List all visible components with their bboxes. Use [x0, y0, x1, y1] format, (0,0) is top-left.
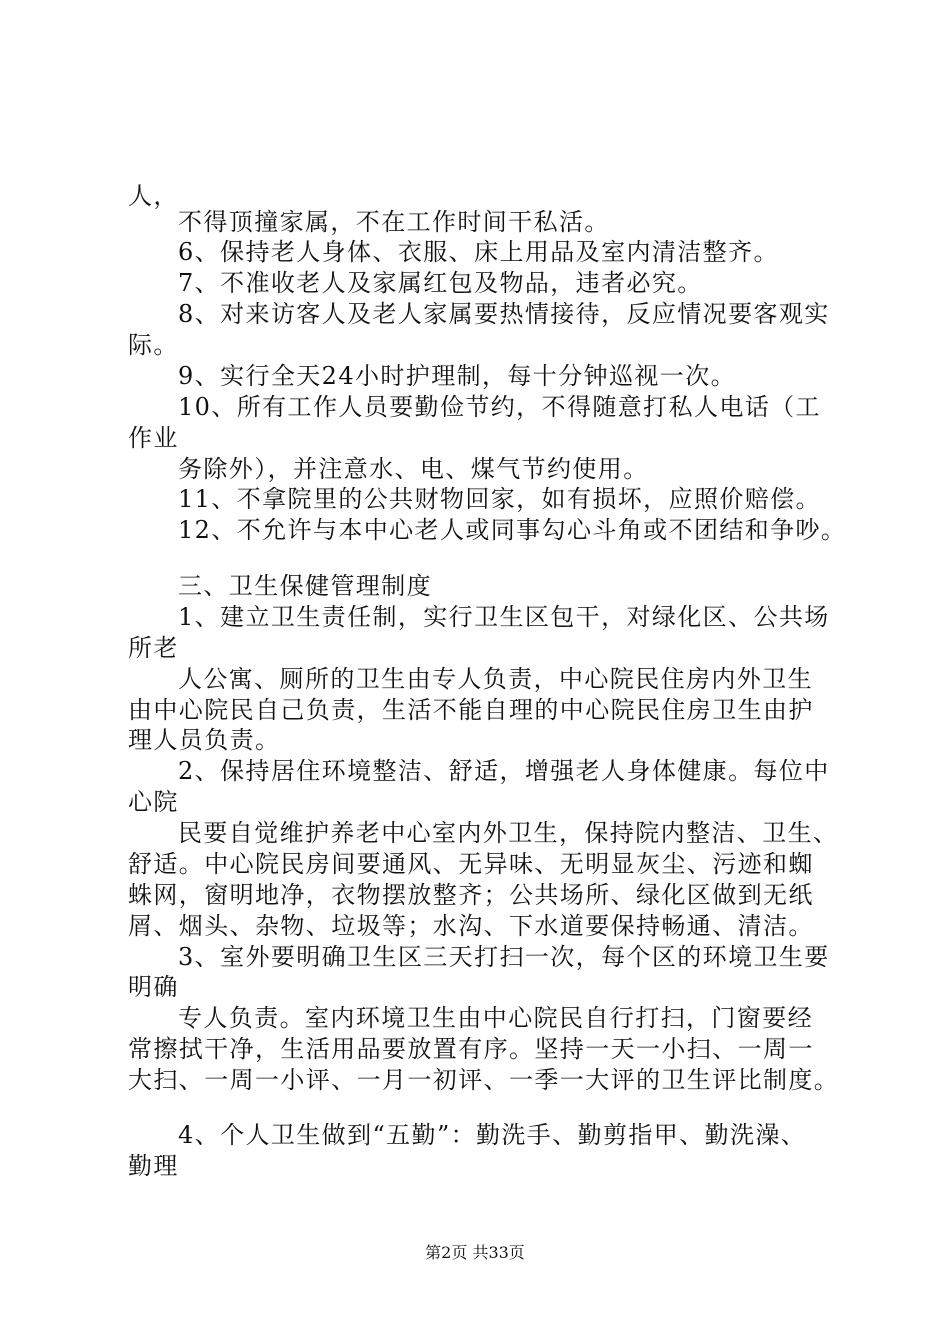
text-line: 不得顶撞家属，不在工作时间干私活。 — [178, 208, 610, 236]
text-line: 2、保持居住环境整洁、舒适，增强老人身体健康。每位中 — [178, 757, 830, 785]
text-line: 12、不允许与本中心老人或同事勾心斗角或不团结和争吵。 — [178, 516, 847, 544]
text-line: 屑、烟头、杂物、垃圾等；水沟、下水道要保持畅通、清洁。 — [128, 912, 814, 940]
text-line: 10、所有工作人员要勤俭节约，不得随意打私人电话（工 — [178, 393, 821, 421]
text-line: 民要自觉维护养老中心室内外卫生，保持院内整洁、卫生、 — [178, 819, 839, 847]
text-line: 常擦拭干净，生活用品要放置有序。坚持一天一小扫、一周一 — [128, 1035, 814, 1063]
text-line: 蛛网，窗明地净，衣物摆放整齐；公共场所、绿化区做到无纸 — [128, 881, 814, 909]
text-line: 6、保持老人身体、衣服、床上用品及室内清洁整齐。 — [178, 238, 779, 266]
text-line: 际。 — [128, 331, 179, 359]
text-line: 明确 — [128, 973, 179, 1001]
text-line: 人公寓、厕所的卫生由专人负责，中心院民住房内外卫生 — [178, 665, 813, 693]
text-line: 1、建立卫生责任制，实行卫生区包干，对绿化区、公共场 — [178, 603, 830, 631]
text-line: 8、对来访客人及老人家属要热情接待，反应情况要客观实 — [178, 300, 830, 328]
text-line: 大扫、一周一小评、一月一初评、一季一大评的卫生评比制度。 — [128, 1066, 840, 1094]
text-line: 所老 — [128, 634, 179, 662]
text-line: 4、个人卫生做到“五勤”：勤洗手、勤剪指甲、勤洗澡、 — [178, 1121, 807, 1149]
text-line: 理人员负责。 — [128, 726, 281, 754]
text-line: 作业 — [128, 424, 179, 452]
text-line: 专人负责。室内环境卫生由中心院民自行打扫，门窗要经 — [178, 1004, 813, 1032]
page-footer: 第2页 共33页 — [425, 1243, 525, 1262]
text-line: 心院 — [128, 788, 179, 816]
text-line: 3、室外要明确卫生区三天打扫一次，每个区的环境卫生要 — [178, 943, 830, 971]
text-line: 由中心院民自己负责，生活不能自理的中心院民住房卫生由护 — [128, 696, 814, 724]
text-line: 舒适。中心院民房间要通风、无异味、无明显灰尘、污迹和蜘 — [128, 850, 814, 878]
text-line: 人， — [128, 182, 179, 210]
text-line: 11、不拿院里的公共财物回家，如有损坏，应照价赔偿。 — [178, 485, 821, 513]
text-line: 7、不准收老人及家属红包及物品，违者必究。 — [178, 269, 703, 297]
text-line: 勤理 — [128, 1152, 179, 1180]
section-heading: 三、卫生保健管理制度 — [178, 572, 432, 600]
text-line: 9、实行全天24小时护理制，每十分钟巡视一次。 — [178, 362, 737, 390]
text-line: 务除外），并注意水、电、煤气节约使用。 — [178, 455, 649, 483]
